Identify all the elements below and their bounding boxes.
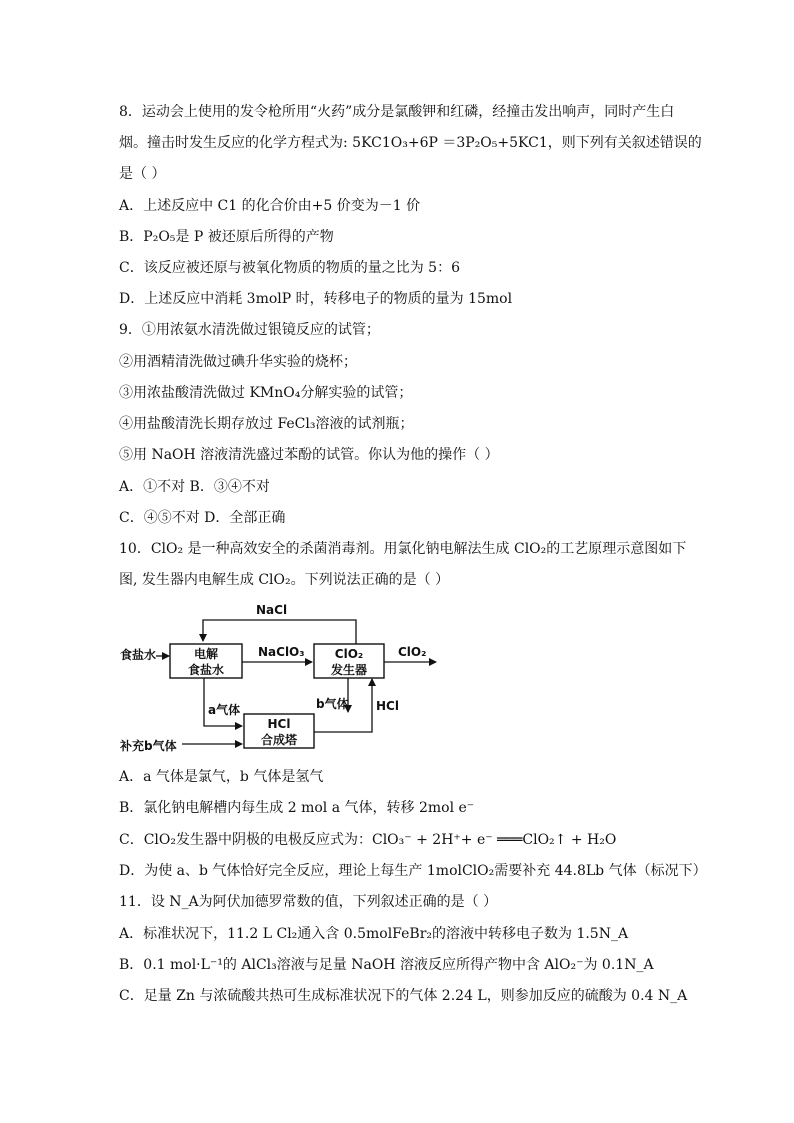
clo2-generator-line2: 发生器 [330,663,368,677]
q11-stem: 11．设 N_A为阿伏加德罗常数的值，下列叙述正确的是（ ） [119,894,498,910]
q10-option-a: A．a 气体是氯气，b 气体是氢气 [119,769,324,785]
q8-stem-line3: 是（ ） [119,166,166,182]
q8-option-a: A．上述反应中 C1 的化合价由+5 价变为－1 价 [119,198,421,214]
q10-option-d: D．为使 a、b 气体恰好完全反应，理论上每生产 1molClO₂需要补充 44.8Lb 气体（标况下） [119,863,707,879]
clo2-output-label: ClO₂ [398,645,427,659]
q8-stem-line2: 烟。撞击时发生反应的化学方程式为: 5KC1O₃+6P ＝3P₂O₅+5KC1，则下列有关叙述错误的 [119,135,702,151]
q8-option-c: C．该反应被还原与被氧化物质的物质的量之比为 5：6 [119,260,460,276]
supplement-label: 补充b气体 [120,739,177,753]
q8-stem-line1: 8．运动会上使用的发令枪所用“火药”成分是氯酸钾和红磷，经撞击发出响声，同时产生白 [119,104,675,120]
hcl-label: HCl [376,699,399,713]
naclo3-label: NaClO₃ [258,645,305,659]
q9-item-5: ⑤用 NaOH 溶液清洗盛过苯酚的试管。你认为他的操作（ ） [119,447,499,463]
q9-item-3: ③用浓盐酸清洗做过 KMnO₄分解实验的试管； [119,385,413,401]
q9-options-ab: A．①不对 B．③④不对 [119,479,270,495]
nacl-top-label: NaCl [256,603,288,617]
q8-option-d: D．上述反应中消耗 3molP 时，转移电子的物质的量为 15mol [119,291,513,307]
q9-item-2: ②用酒精清洗做过碘升华实验的烧杯； [119,354,357,370]
q9-item-1: 9．①用浓氨水清洗做过银镜反应的试管； [119,322,380,338]
hcl-synthesis-line1: HCl [267,717,291,731]
clo2-generator-line1: ClO₂ [334,647,364,661]
hcl-synthesis-line2: 合成塔 [260,733,298,747]
feed-label: 食盐水 [120,648,157,662]
electrolysis-box-line1: 电解 [193,647,219,661]
nacl-recycle-arrow [203,620,356,644]
q9-options-cd: C．④⑤不对 D．全部正确 [119,510,286,526]
electrolysis-box-line2: 食盐水 [187,663,225,677]
process-diagram [116,598,456,758]
q10-option-b: B．氯化钠电解槽内每生成 2 mol a 气体，转移 2mol e⁻ [119,800,475,816]
q11-option-c: C．足量 Zn 与浓硫酸共热可生成标准状况下的气体 2.24 L，则参加反应的硫酸为 0.4 N_A [119,988,688,1004]
q10-option-c: C．ClO₂发生器中阴极的电极反应式为：ClO₃⁻ + 2H⁺+ e⁻ ═══ClO₂↑ + H₂O [119,832,617,848]
q11-option-a: A．标准状况下，11.2 L Cl₂通入含 0.5molFeBr₂的溶液中转移电子数为 1.5N_A [119,926,629,942]
q8-option-b: B．P₂O₅是 P 被还原后所得的产物 [119,229,334,245]
q11-option-b: B．0.1 mol·L⁻¹的 AlCl₃溶液与足量 NaOH 溶液反应所得产物中含 AlO₂⁻为 0.1N_A [119,957,654,973]
a-gas-label: a气体 [208,703,241,717]
q9-item-4: ④用盐酸清洗长期存放过 FeCl₃溶液的试剂瓶； [119,416,414,432]
q10-stem-line1: 10．ClO₂ 是一种高效安全的杀菌消毒剂。用氯化钠电解法生成 ClO₂的工艺原理示意图如下 [119,541,687,557]
b-gas-label: b气体 [316,697,349,711]
a-gas-arrow [204,678,242,726]
q10-stem-line2: 图, 发生器内电解生成 ClO₂。下列说法正确的是（ ） [119,572,450,588]
